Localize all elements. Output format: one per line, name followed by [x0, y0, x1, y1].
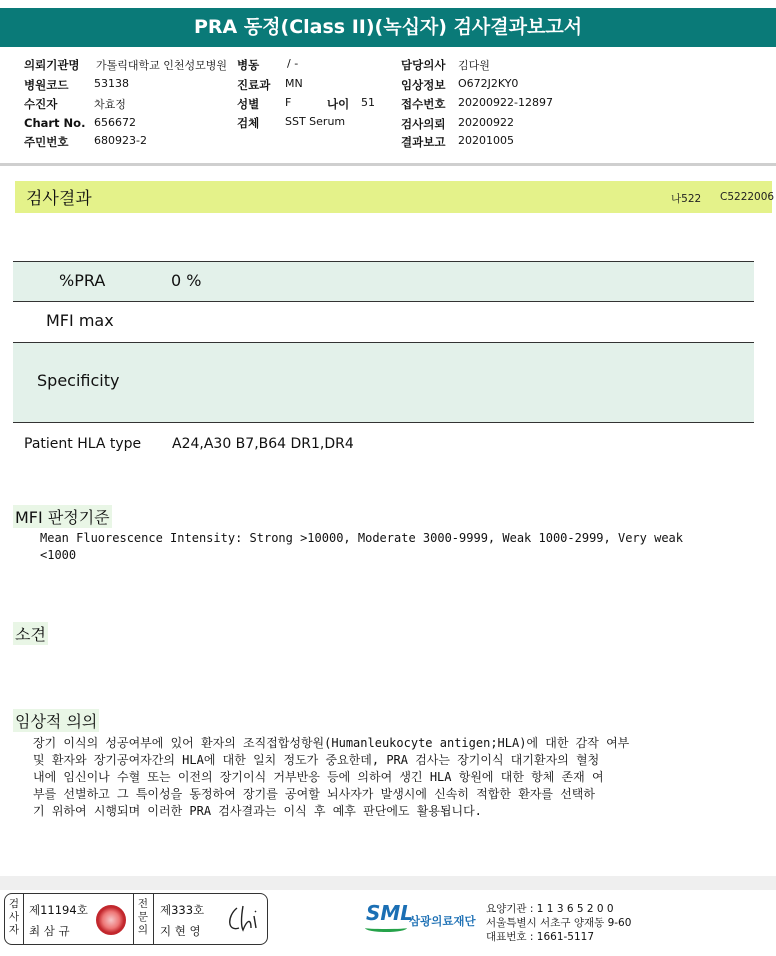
pra-value: 0 % — [171, 271, 202, 290]
sex-value: F — [285, 96, 292, 109]
mfi-criteria-title: MFI 판정기준 — [13, 505, 112, 528]
request-date-value: 20200922 — [458, 116, 514, 129]
chart-no-label: Chart No. — [24, 116, 86, 130]
specialist-name: 지 현 영 — [160, 924, 201, 938]
report-date-value: 20201005 — [458, 134, 514, 147]
inspector-license: 제11194호 — [29, 903, 88, 917]
hospital-code-label: 병원코드 — [24, 78, 69, 92]
divider — [133, 894, 134, 944]
doctor-label: 담당의사 — [401, 58, 446, 72]
institution-value: 가톨릭대학교 인천성모병원 — [96, 59, 228, 72]
report-date-label: 결과보고 — [401, 135, 446, 149]
specificity-label: Specificity — [37, 371, 120, 390]
divider — [23, 894, 24, 944]
specimen-label: 검체 — [237, 116, 260, 130]
specialist-license: 제333호 — [160, 903, 205, 917]
pra-label: %PRA — [59, 271, 106, 290]
specimen-value: SST Serum — [285, 115, 346, 128]
clinical-line: 부를 선별하고 그 특이성을 동정하여 장기를 공여할 뇌사자가 발생시에 신속히 적합한 환자를 선택하 — [33, 787, 595, 801]
divider — [0, 163, 776, 166]
hla-type-label: Patient HLA type — [24, 436, 142, 452]
clinical-info-label: 임상정보 — [401, 78, 446, 92]
divider — [153, 894, 154, 944]
clinical-info-value: O672J2KY0 — [458, 77, 519, 90]
lab-phone: 대표번호 : 1661-5117 — [486, 931, 595, 943]
receipt-value: 20200922-12897 — [458, 96, 553, 109]
signature-box — [4, 893, 268, 945]
age-label: 나이 — [327, 97, 350, 111]
report-title: PRA 동정(Class II)(녹십자) 검사결과보고서 — [193, 16, 583, 38]
clinical-line: 내에 임신이나 수혈 또는 이전의 장기이식 거부반응 등에 의하여 생긴 HLA 항원에 대한 항체 존재 여 — [33, 770, 604, 784]
hla-type-value: A24,A30 B7,B64 DR1,DR4 — [172, 436, 354, 452]
hospital-code-value: 53138 — [94, 77, 129, 90]
inspector-name: 최 삼 규 — [29, 924, 70, 938]
opinion-title: 소견 — [13, 622, 48, 645]
mfi-criteria-line: <1000 — [40, 548, 77, 562]
ward-label: 병동 — [237, 58, 260, 72]
resident-no-value: 680923-2 — [94, 134, 147, 147]
pra-row — [13, 261, 754, 301]
dept-label: 진료과 — [237, 78, 271, 92]
seal-icon — [96, 905, 126, 935]
ward-value: / - — [287, 57, 299, 70]
sml-logo: SML — [366, 901, 414, 925]
clinical-significance-text — [33, 735, 753, 820]
request-date-label: 검사의뢰 — [401, 117, 446, 131]
lab-name: 삼광의료재단 — [409, 914, 476, 928]
clinical-significance-title: 임상적 의의 — [13, 709, 99, 732]
logo-swoosh-icon — [365, 924, 407, 932]
lab-address: 서울특별시 서초구 양재동 9-60 — [486, 917, 632, 929]
footer-band — [0, 876, 776, 890]
resident-no-label: 주민번호 — [24, 135, 69, 149]
result-section-band — [15, 181, 775, 213]
doctor-value: 김다원 — [458, 59, 490, 72]
result-code-1: 나522 — [671, 193, 702, 205]
mfi-criteria-line: Mean Fluorescence Intensity: Strong >10000, Moderate 3000-9999, Weak 1000-2999, Very weak — [40, 531, 683, 545]
inspector-vertical-label: 검 사 자 — [8, 898, 20, 936]
dept-value: MN — [285, 77, 303, 90]
age-value: 51 — [361, 96, 375, 109]
mfi-criteria-text — [40, 530, 760, 564]
mfi-max-row — [13, 301, 754, 342]
clinical-line: 장기 이식의 성공여부에 있어 환자의 조직접합성항원(Humanleukocyte antigen;HLA)에 대한 감작 여부 — [33, 736, 630, 750]
sex-label: 성별 — [237, 97, 260, 111]
specificity-row — [13, 342, 754, 423]
chart-no-value: 656672 — [94, 116, 136, 129]
result-section-title: 검사결과 — [26, 189, 92, 209]
result-code-2: C5222006 — [720, 191, 775, 203]
clinical-line: 기 위하여 시행되며 이러한 PRA 검사결과는 이식 후 예후 판단에도 활용됩니다. — [33, 804, 482, 818]
clinical-line: 및 환자와 장기공여자간의 HLA에 대한 일치 정도가 중요한데, PRA 검사는 장기이식 대기환자의 혈청 — [33, 753, 600, 767]
care-number: 요양기관 : 1 1 3 6 5 2 0 0 — [486, 903, 614, 915]
signature-icon — [223, 902, 263, 938]
patient-name-value: 차효정 — [94, 98, 126, 111]
receipt-label: 접수번호 — [401, 97, 446, 111]
specialist-vertical-label: 전 문 의 — [137, 898, 149, 936]
patient-name-label: 수진자 — [24, 97, 58, 111]
mfi-max-label: MFI max — [46, 311, 114, 330]
institution-label: 의뢰기관명 — [24, 58, 80, 72]
